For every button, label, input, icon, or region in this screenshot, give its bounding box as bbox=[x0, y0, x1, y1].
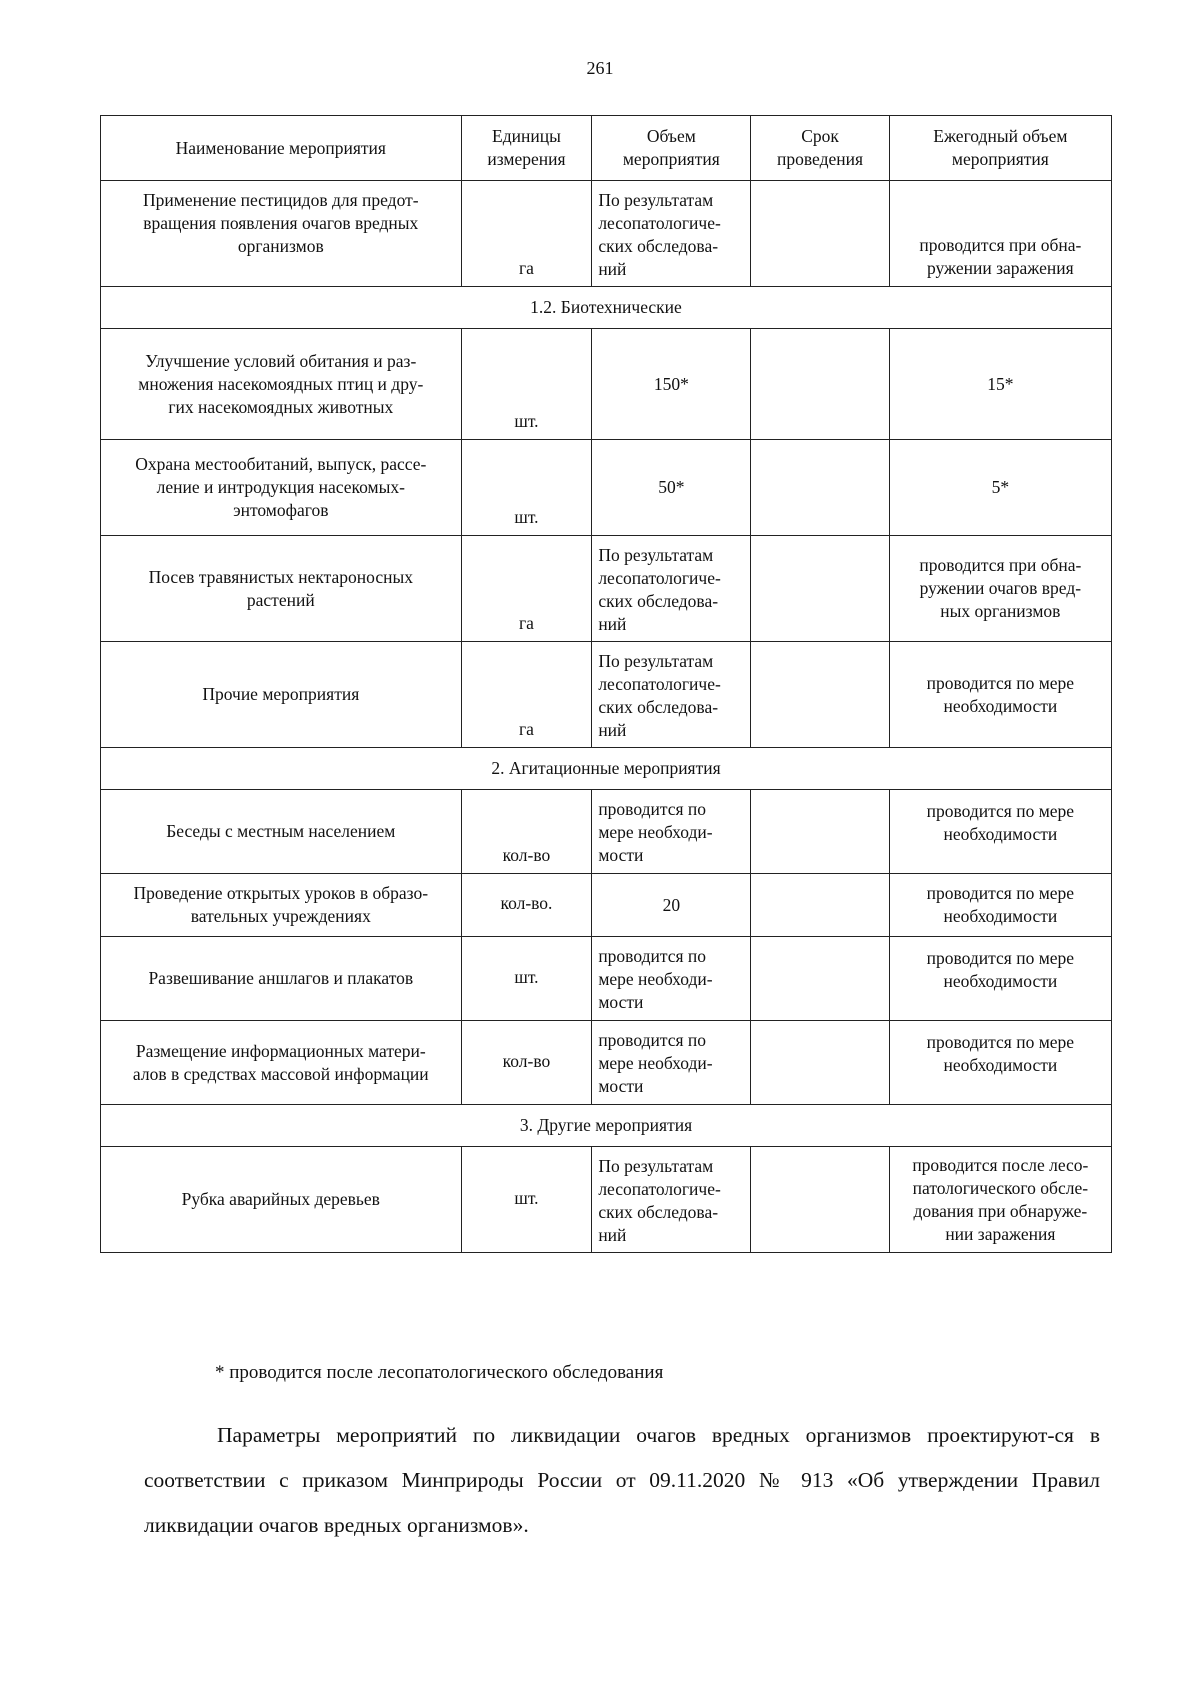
cell-term bbox=[751, 642, 889, 748]
cell-annual: проводится по мере необходимости bbox=[889, 874, 1111, 937]
table-row bbox=[101, 181, 1112, 287]
cell-volume: По результатам лесопатологиче- ских обследова- ний bbox=[592, 536, 751, 642]
table-row bbox=[101, 1147, 1112, 1253]
section-title: 1.2. Биотехнические bbox=[101, 287, 1112, 329]
cell-name: Посев травянистых нектароносных растений bbox=[101, 536, 462, 642]
measures-table bbox=[100, 115, 1112, 1253]
cell-annual: проводится по мере необходимости bbox=[889, 642, 1111, 748]
table-row bbox=[101, 642, 1112, 748]
cell-unit: шт. bbox=[461, 1147, 592, 1253]
table-row bbox=[101, 937, 1112, 1021]
cell-volume: По результатам лесопатологиче- ских обследова- ний bbox=[592, 181, 751, 287]
page-number: 261 bbox=[586, 58, 614, 78]
cell-name: Охрана местообитаний, выпуск, рассе- ление и интродукция насекомых- энтомофагов bbox=[101, 440, 462, 536]
table-row bbox=[101, 536, 1112, 642]
cell-name: Размещение информационных матери- алов в средствах массовой информации bbox=[101, 1021, 462, 1105]
header-unit: Единицы измерения bbox=[461, 116, 592, 181]
cell-annual: проводится по мере необходимости bbox=[889, 1021, 1111, 1105]
cell-unit: га bbox=[461, 536, 592, 642]
table-row bbox=[101, 329, 1112, 440]
cell-unit: га bbox=[461, 181, 592, 287]
cell-volume: По результатам лесопатологиче- ских обследова- ний bbox=[592, 642, 751, 748]
header-term: Срок проведения bbox=[751, 116, 889, 181]
cell-volume: 20 bbox=[592, 874, 751, 937]
cell-annual: проводится при обна- ружении очагов вред- ных организмов bbox=[889, 536, 1111, 642]
cell-annual: проводится при обна- ружении заражения bbox=[889, 181, 1111, 287]
header-name: Наименование мероприятия bbox=[101, 116, 462, 181]
section-title: 2. Агитационные мероприятия bbox=[101, 748, 1112, 790]
cell-unit: кол-во. bbox=[461, 874, 592, 937]
cell-volume: 150* bbox=[592, 329, 751, 440]
body-paragraph: Параметры мероприятий по ликвидации очагов вредных организмов проектируют-ся в соответствии с приказом Минприроды России от 09.11.2020 № 913 «Об утверждении Правил ликвидации очагов вредных организмов». bbox=[144, 1423, 1100, 1537]
cell-name: Проведение открытых уроков в образо- вательных учреждениях bbox=[101, 874, 462, 937]
cell-volume: проводится по мере необходи- мости bbox=[592, 790, 751, 874]
table-row bbox=[101, 1021, 1112, 1105]
cell-term bbox=[751, 937, 889, 1021]
section-row-biotech bbox=[101, 287, 1112, 329]
table-row bbox=[101, 440, 1112, 536]
table-row bbox=[101, 790, 1112, 874]
cell-term bbox=[751, 790, 889, 874]
cell-name: Развешивание аншлагов и плакатов bbox=[101, 937, 462, 1021]
section-row-agit bbox=[101, 748, 1112, 790]
cell-name: Беседы с местным населением bbox=[101, 790, 462, 874]
cell-annual: 15* bbox=[889, 329, 1111, 440]
cell-term bbox=[751, 181, 889, 287]
cell-volume: По результатам лесопатологиче- ских обследова- ний bbox=[592, 1147, 751, 1253]
header-volume: Объем мероприятия bbox=[592, 116, 751, 181]
cell-volume: проводится по мере необходи- мости bbox=[592, 1021, 751, 1105]
cell-name: Прочие мероприятия bbox=[101, 642, 462, 748]
cell-term bbox=[751, 1147, 889, 1253]
cell-volume: 50* bbox=[592, 440, 751, 536]
table-header-row bbox=[101, 116, 1112, 181]
cell-annual: проводится по мере необходимости bbox=[889, 790, 1111, 874]
cell-name: Улучшение условий обитания и раз- множения насекомоядных птиц и дру- гих насекомоядных животных bbox=[101, 329, 462, 440]
section-row-other bbox=[101, 1105, 1112, 1147]
cell-unit: кол-во bbox=[461, 1021, 592, 1105]
cell-annual: проводится после лесо- патологического обсле- дования при обнаруже- нии заражения bbox=[889, 1147, 1111, 1253]
cell-unit: шт. bbox=[461, 440, 592, 536]
cell-unit: кол-во bbox=[461, 790, 592, 874]
cell-name: Применение пестицидов для предот- вращения появления очагов вредных организмов bbox=[101, 181, 462, 287]
cell-term bbox=[751, 1021, 889, 1105]
cell-volume: проводится по мере необходи- мости bbox=[592, 937, 751, 1021]
cell-annual: 5* bbox=[889, 440, 1111, 536]
cell-unit: шт. bbox=[461, 329, 592, 440]
table-footnote: * проводится после лесопатологического обследования bbox=[215, 1362, 664, 1383]
cell-term bbox=[751, 536, 889, 642]
cell-term bbox=[751, 440, 889, 536]
section-title: 3. Другие мероприятия bbox=[101, 1105, 1112, 1147]
header-annual: Ежегодный объем мероприятия bbox=[889, 116, 1111, 181]
cell-term bbox=[751, 874, 889, 937]
cell-unit: га bbox=[461, 642, 592, 748]
cell-name: Рубка аварийных деревьев bbox=[101, 1147, 462, 1253]
cell-unit: шт. bbox=[461, 937, 592, 1021]
cell-annual: проводится по мере необходимости bbox=[889, 937, 1111, 1021]
cell-term bbox=[751, 329, 889, 440]
table-row bbox=[101, 874, 1112, 937]
